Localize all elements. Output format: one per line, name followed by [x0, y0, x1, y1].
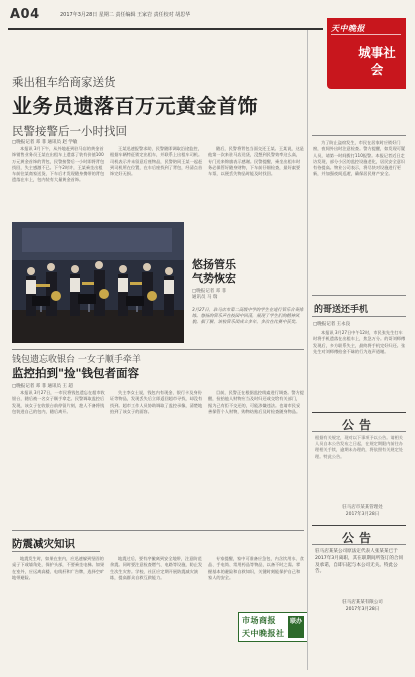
partner-ad-box	[238, 612, 308, 642]
section-badge	[327, 18, 406, 89]
brand-name: 天中晚报	[331, 24, 365, 33]
band-photo-illustration	[12, 222, 184, 343]
story2-kicker: 钱包遗忘收银台 一女子顺手牵羊	[12, 355, 141, 365]
story3-headline: 防震减灾知识	[12, 538, 75, 550]
phone-story-body: 本报讯 3月27日中午12时，市民张先生打车时将手机遗落在出租车上，焦急万分。的哥刘师傅发现后，多方联系失主，最终将手机完好归还。张先生对刘师傅拾金不昧的行为连声道谢。	[313, 330, 406, 354]
notice-body: 驻马店某某公司原法定代表人张某某已于2017年3月离职，其在职期间所签订的合同及承诺，自即日起与本公司无关。特此公告。	[315, 549, 404, 575]
photo-title: 悠扬管乐 气势恢宏	[192, 258, 236, 285]
right-rule	[312, 135, 406, 136]
phone-story-byline: □晚报记者 王永良	[313, 322, 351, 327]
ad-line-2: 天中晚报社	[242, 629, 285, 638]
story3-rule	[12, 551, 100, 552]
story2-headline: 监控拍到"捡"钱包者面容	[12, 366, 139, 380]
notice-rule	[312, 412, 406, 413]
story2-body-column-3: 目前，民警正在根据监控线索进行调查。警方提醒，捡拾他人财物应当及时归还或交给有关部门，据为己有拒不交还的，可能涉嫌违法。也请市民妥善保管个人财物，购物结账后及时检查随身物品。	[208, 390, 304, 414]
notice-rule	[312, 431, 406, 432]
story3-body-column-1: 地震发生时，如果在室内，应迅速躲到坚固的桌子下或墙角处，保护头部，不要乘坐电梯。如果在室外，应远离高楼、电线杆和广告牌，选择空旷地带避险。	[12, 556, 105, 580]
lead-body-column-2: 王某迅速报警求助，民警随即调取沿途监控，根据车辆特征锁定出租车，并联系上出租车司机。司机表示并未留意后座物品，民警陪同王某一起赶到司机所在位置，在车后座找到了背包，经清点首饰完好无损。	[110, 146, 203, 177]
section-rule	[12, 349, 304, 350]
notice-signature: 驻马店某某有限公司 2017年3月28日	[342, 600, 383, 612]
notice-body: 根据有关规定，现对以下事项予以公告。请相关人员自本公告发布之日起，在规定期限内前往办理相关手续，逾期未办理的，将依照有关规定处理。特此公告。	[315, 435, 403, 459]
photo-caption: 3月27日，驻马店市第二高级中学的学生在进行管乐合奏排练。悠扬的管乐声在校园中回荡，展现了学生们的精神风貌。据了解，该校管乐团成立多年，多次在比赛中获奖。	[192, 308, 304, 326]
notice-title: 公告	[341, 531, 376, 545]
notice-rule	[312, 525, 406, 526]
notice-rule	[312, 544, 406, 545]
badge-divider	[331, 34, 401, 35]
story2-body-column-1: 本报讯 3月27日，一市民将钱包遗忘在超市收银台，随后被一名女子顺手拿走。民警调取监控后发现，该女子在收银台前停留片刻，趁人不备将钱包装进自己的包内，随后离开。	[12, 390, 105, 414]
column-divider	[307, 30, 308, 670]
notice-title: 公告	[341, 418, 376, 432]
photo-byline: □晚报记者 邓 菲 通讯员 马 瑞	[192, 289, 227, 301]
band-photo	[12, 222, 184, 343]
lead-headline: 业务员遗落百万元黄金首饰	[12, 94, 258, 118]
lead-body-column-3: 随后，民警将背包当面交还王某。王某说，这是他第一次来驻马店送货，没想到民警效率这么高，专门送来锦旗表示感谢。民警提醒，乘坐出租车时务必保管好随身财物，下车前仔细检查，最好索要车票，以便丢失物品时能及时找回。	[208, 146, 304, 177]
phone-story-headline: 的哥送还手机	[314, 305, 369, 315]
story3-body-column-2: 地震过后，要有序撤离到安全地带，注意防范余震。同时要注意检查燃气、电路等设施，防止发生次生灾害。学校、社区应定期开展防震减灾演练，提高群众自救互救能力。	[110, 556, 203, 580]
story2-body-column-2: 失主李女士说，钱包内有现金、银行卡及身份证等物品，发现丢失后立即返回超市寻找，却没有找到。超市工作人员协助调取了监控录像，清楚地拍到了该女子的面容。	[110, 390, 203, 414]
ad-line-1: 市场商报	[242, 616, 276, 625]
story2-byline: □晚报记者 邓 菲 通讯员 王 超	[12, 384, 73, 389]
ad-seal: 联办	[288, 616, 304, 638]
lead-body-column-1: 本报讯 3月下午，从外地赶到驻马店的黄金首饰销售业务员王某在出租车上遗落了装有价值100万元黄金首饰的背包，民警接警后一小时即将背包找回，失主感激不已。下午2时许，王某乘坐出租车前往某商家送货，下车后才发现随身携带的背包遗落在车上，包内装有大量黄金首饰。	[12, 146, 105, 183]
right-rule	[312, 316, 406, 317]
lead-byline: □晚报记者 邓 菲 通讯员 赵 学敏	[12, 140, 78, 145]
header-rule	[8, 28, 323, 30]
page-number: A04	[10, 7, 40, 22]
notice-signature: 驻马店市某某管理处 2017年3月28日	[342, 505, 383, 517]
right-rule	[312, 295, 406, 296]
page-meta-line: 2017年3月28日 星期二 责任编辑 王家岩 责任校对 胡思华	[60, 12, 191, 18]
story3-body-column-3: 专家提醒，家中可准备应急包，内含饮用水、食品、手电筒、常用药品等物品，以备不时之需。掌握基本的避险和自救知识，关键时刻能保护自己和家人的安全。	[208, 556, 304, 580]
right-column-text: 为了防止盗窃发生，市民在居家时应锁好门窗，夜间外出时注意检查。警方提醒，如发现可疑人员，请第一时间拨打110报警。本报记者近日走访发现，部分小区的监控设施老化，居民安全意识有待提高。物业公司表示，将尽快对设施进行更新，并加强夜间巡逻，确保居民财产安全。	[313, 140, 406, 177]
section-rule	[12, 530, 304, 531]
section-name: 城事社会	[358, 45, 396, 77]
lead-kicker: 乘出租车给商家送货	[12, 75, 116, 89]
lead-subhead: 民警接警后一小时找回	[12, 124, 127, 138]
